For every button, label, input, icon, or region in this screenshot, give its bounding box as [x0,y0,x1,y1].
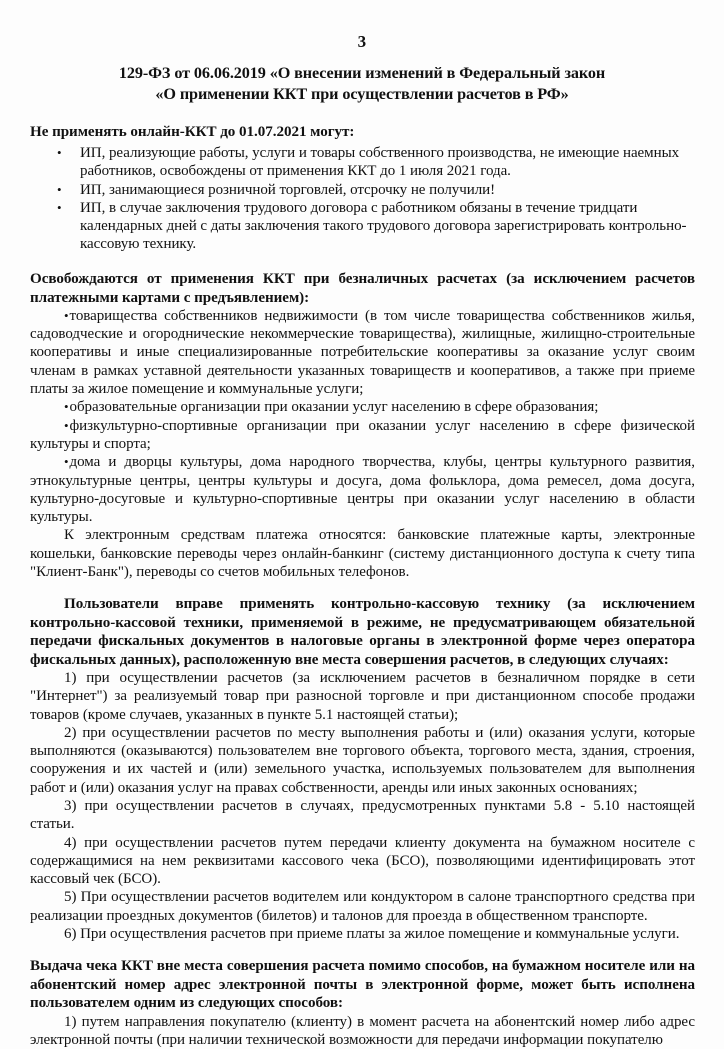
spacer [30,581,695,595]
section-1-list [30,144,695,253]
section-2-bullet-1-text: товарищества собственников недвижимости (в том числе товарищества собственников жилья, садоводческие и огороднические некоммерческие товарищества), жилищные, жилищно-строительные кооперативы и иные специализированные потребительские кооперативы за оказание услуг своим членам в рамках уставной деятельности указанных товариществ и кооперативов, а также при приеме платы за жилое помещение и коммунальные услуги; [30,307,695,398]
section-2-bullet-2 [30,398,695,416]
bullet-icon: • [64,454,69,470]
section-3-item-6: 6) При осуществления расчетов при приеме платы за жилое помещение и коммунальные услуги. [64,926,680,943]
section-4-heading: Выдача чека ККТ вне места совершения расчета помимо способов, на бумажном носителе или на абонентский номер адрес электронной почты в электронной форме, может быть исполнена пользователем одним из следующих способов: [30,958,695,1012]
section-3-item-5: 5) При осуществлении расчетов водителем или кондуктором в салоне транспортного средства при реализации проездных документов (билетов) и талонов для проезда в общественном транспорте. [30,889,695,924]
list-item: • ИП, занимающиеся розничной торговлей, отсрочку не получили! [30,181,695,199]
section-2-bullet-3 [30,417,695,454]
bullet-icon: • [64,417,69,433]
section-3-item-4: 4) при осуществлении расчетов путем передачи клиенту документа на бумажном носителе с содержащимися на нем реквизитами кассового чека (БСО), позволяющими идентифицировать этот кассовый чек (БСО). [30,834,695,888]
section-2-bullet-1 [30,307,695,398]
section-1-heading: Не применять онлайн-ККТ до 01.07.2021 могут: [30,124,355,140]
page-number: 3 [357,32,367,51]
spacer [30,253,695,270]
section-2-bullet-4 [30,453,695,526]
section-2-note: К электронным средствам платежа относятся: банковские платежные карты, электронные кошельки, банковские переводы через онлайн-банкинг (систему дистанционного доступа к счету типа "Клиент-Банк"), переводы со счетов мобильных телефонов. [30,527,695,580]
document-title [0,63,724,105]
section-2-heading: Освобождаются от применения ККТ при безналичных расчетах (за исключением расчетов платежными картами с предъявлением): [30,271,695,306]
section-2-bullet-2-text: образовательные организации при оказании услуг населению в сфере образования; [69,399,599,416]
section-3-item-2: 2) при осуществлении расчетов по месту выполнения работы и (или) оказания услуги, которые выполняются (оказываются) пользователем вне торгового объекта, торгового места, здания, строения, сооружения и их частей и (или) земельного участка, используемых пользователем для выполнения работ и (или) оказания услуг на правах собственности, аренды или иных законных основаниях; [30,724,695,796]
document-title-line-1: 129-ФЗ от 06.06.2019 «О внесении изменений в Федеральный закон [118,64,606,82]
section-4-item-1: 1) путем направления покупателю (клиенту) в момент расчета на абонентский номер либо адрес электронной почты (при наличии технической возможности для передачи информации покупателю [30,1013,695,1048]
bullet-icon: • [64,399,69,415]
list-item: • ИП, реализующие работы, услуги и товары собственного производства, не имеющие наемных работников, освобождены от применения ККТ до 1 июля 2021 года. [30,144,695,180]
bullet-icon: • [64,307,69,323]
list-item: • ИП, в случае заключения трудового договора с работником обязаны в течение тридцати календарных дней с даты заключения такого трудового договора зарегистрировать контрольно-кассовую технику. [30,199,695,254]
spacer [30,943,695,957]
section-2-bullet-4-text: дома и дворцы культуры, дома народного творчества, клубы, центры культурного развития, этнокультурные центры, центры культуры и досуга, дома фольклора, дома ремесел, дома досуга, культурно-досуговые и культурно-спортивные центры при оказании услуг населению в области культуры. [30,454,695,526]
section-2-bullet-3-text: физкультурно-спортивные организации при оказании услуг населению в сфере физической культуры и спорта; [30,417,695,452]
document-title-line-2: «О применении ККТ при осуществлении расчетов в РФ» [155,85,569,103]
section-3-item-3: 3) при осуществлении расчетов в случаях, предусмотренных пунктами 5.8 - 5.10 настоящей статьи. [30,797,695,833]
section-3-heading: Пользователи вправе применять контрольно-кассовую технику (за исключением контрольно-кассовой техники, применяемой в режиме, не предусматривающем обязательной передачи фискальных документов в налоговые органы в электронной форме через оператора фискальных данных), расположенную вне места совершения расчетов, в следующих случаях: [30,596,695,668]
document-body [0,123,724,1049]
section-3-item-1: 1) при осуществлении расчетов (за исключением расчетов в безналичном порядке в сети "Интернет") за реализуемый товар при разносной торговле и при дистанционном способе продажи товаров (кроме случаев, указанных в пункте 5.1 настоящей статьи); [30,669,695,723]
